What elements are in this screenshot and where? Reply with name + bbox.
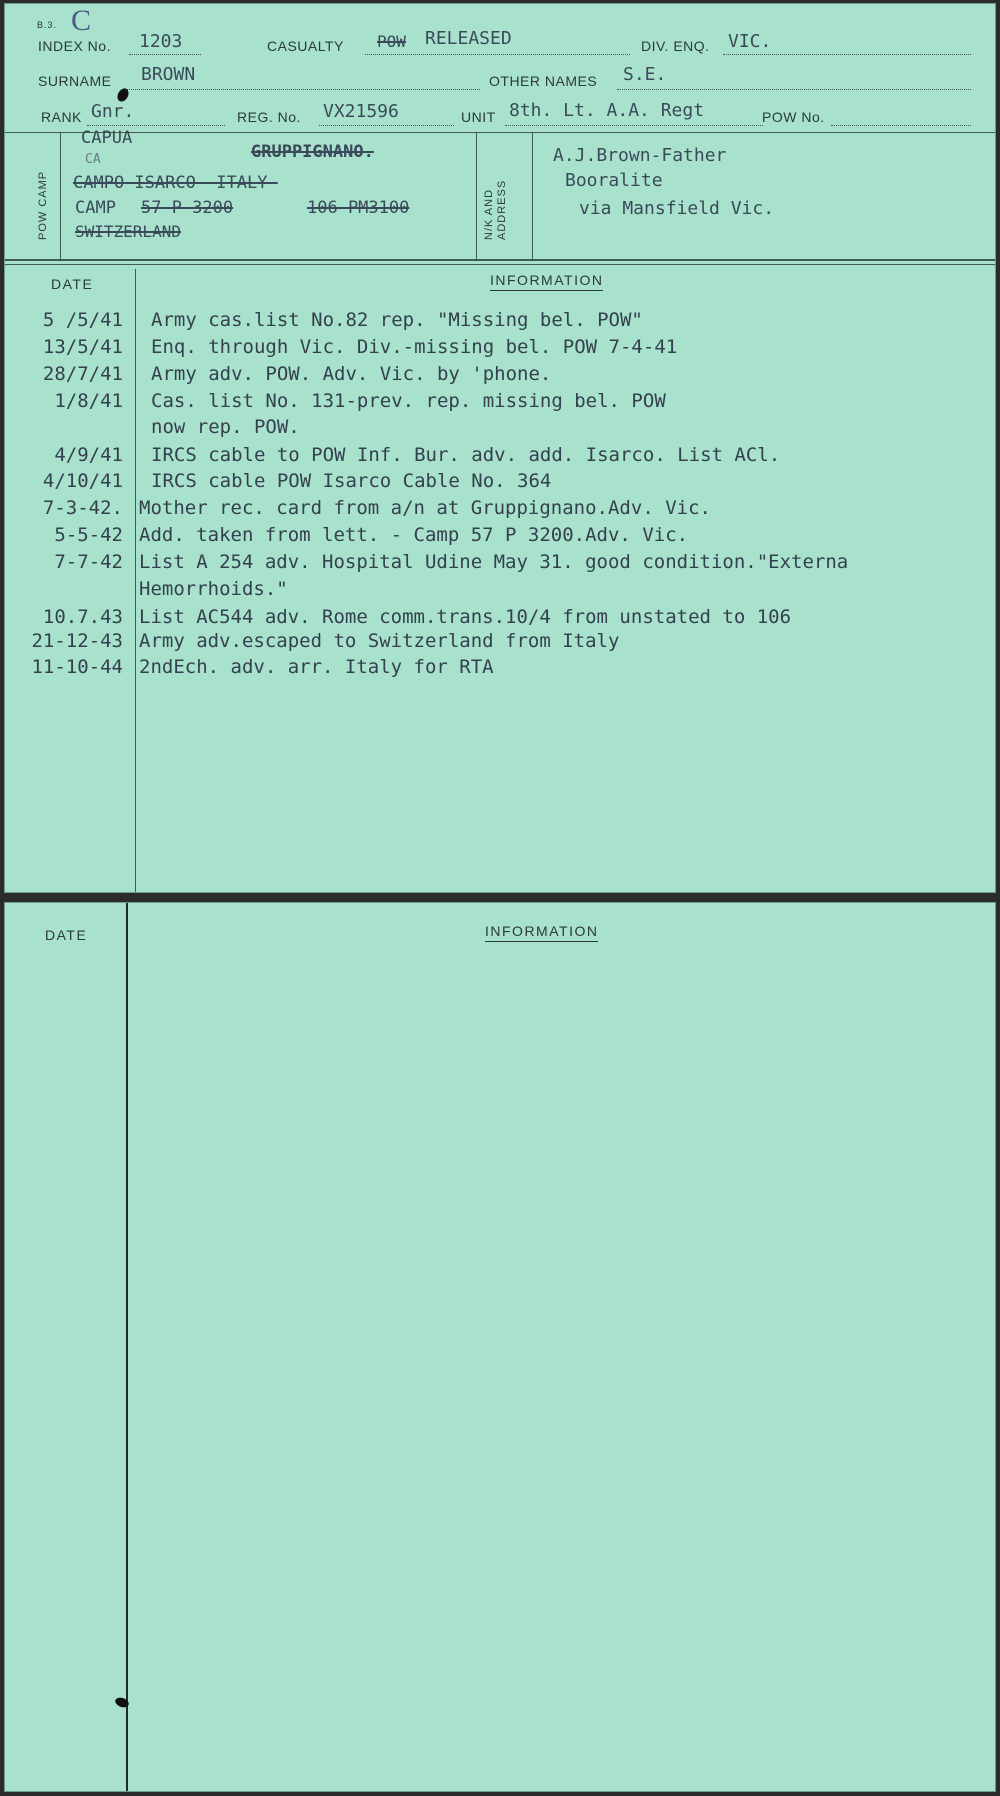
entry-date: 5 /5/41 [42, 309, 123, 331]
casualty-underline [365, 54, 630, 55]
rank-underline [87, 125, 225, 126]
entry-info: Army adv. POW. Adv. Vic. by 'phone. [151, 363, 552, 385]
surname-label: SURNAME [38, 73, 112, 89]
other-names-underline [617, 89, 971, 90]
pow-no-underline [831, 125, 971, 126]
nk-divider-right [532, 132, 533, 259]
back-date-header: DATE [45, 927, 88, 943]
entry-date: 5-5-42 [54, 524, 123, 546]
entry-date: 13/5/41 [42, 336, 123, 358]
pow-camp-divider [60, 132, 61, 259]
div-enq-value: VIC. [728, 31, 772, 52]
div-enq-label: DIV. ENQ. [641, 38, 710, 54]
entry-info: Mother rec. card from a/n at Gruppignano.Adv. Vic. [139, 497, 711, 519]
rank-label: RANK [41, 109, 82, 125]
date-column-divider [135, 269, 136, 893]
casualty-value: RELEASED [425, 28, 512, 49]
unit-value: 8th. Lt. A.A. Regt [509, 100, 705, 121]
entry-date: 7-7-42 [54, 551, 123, 573]
entry-date: 4/10/41 [42, 470, 123, 492]
entry-info: Army cas.list No.82 rep. "Missing bel. POW" [151, 309, 643, 331]
camp-line4-struck: SWITZERLAND [75, 222, 181, 241]
index-value: 1203 [139, 31, 183, 52]
casualty-struck: POW [377, 32, 406, 51]
section-rule-bottom [5, 259, 996, 261]
entry-info: Cas. list No. 131-prev. rep. missing bel. POW [151, 390, 666, 412]
nk-line3: via Mansfield Vic. [579, 198, 775, 219]
nk-divider-left [476, 132, 477, 259]
camp-line2-struck: CAMPO ISARCO -ITALY- [73, 173, 278, 193]
entry-info: List AC544 adv. Rome comm.trans.10/4 from unstated to 106 [139, 606, 792, 628]
surname-value: BROWN [141, 64, 196, 85]
back-information-header: INFORMATION [485, 923, 598, 942]
entry-info: now rep. POW. [151, 416, 300, 438]
entry-date: 4/9/41 [54, 444, 123, 466]
entry-info: List A 254 adv. Hospital Udine May 31. good condition."Externa [139, 551, 849, 573]
date-header: DATE [51, 276, 94, 292]
index-label: INDEX No. [38, 38, 111, 54]
entry-date: 7-3-42. [42, 497, 123, 519]
camp-line3-struck-b: 106 PM3100 [307, 198, 410, 218]
form-code: B.3. [37, 20, 58, 30]
form-letter: C [71, 4, 92, 37]
entry-date: 1/8/41 [54, 390, 123, 412]
entry-info: Enq. through Vic. Div.-missing bel. POW 7-4-41 [151, 336, 678, 358]
pow-no-label: POW No. [762, 109, 825, 125]
rank-value: Gnr. [91, 101, 135, 122]
entry-date: 10.7.43 [42, 606, 123, 628]
entry-date: 21-12-43 [31, 630, 123, 652]
reg-no-label: REG. No. [237, 109, 301, 125]
camp-line3-prefix: CAMP [75, 198, 116, 218]
card-front [4, 3, 996, 893]
entry-date: 11-10-44 [31, 656, 123, 678]
nk-line2: Booralite [565, 170, 663, 191]
entry-date: 28/7/41 [42, 363, 123, 385]
unit-label: UNIT [461, 109, 496, 125]
information-header: INFORMATION [490, 272, 603, 291]
index-underline [129, 54, 201, 55]
reg-no-value: VX21596 [323, 101, 399, 122]
entry-info: Army adv.escaped to Switzerland from Italy [139, 630, 620, 652]
unit-underline [505, 125, 763, 126]
entry-info: Hemorrhoids." [139, 578, 288, 600]
pow-camp-label: POW CAMP [37, 170, 49, 240]
card-back [4, 902, 996, 1792]
casualty-label: CASUALTY [267, 38, 344, 54]
nk-address-label: N/K AND ADDRESS [483, 179, 508, 240]
entry-info: 2ndEch. adv. arr. Italy for RTA [139, 656, 494, 678]
reg-no-underline [319, 125, 454, 126]
section-rule-bottom-2 [5, 264, 996, 265]
camp-line2-note: CA [85, 152, 101, 167]
camp-line1-struck: GRUPPIGNANO. [251, 142, 374, 162]
entry-info: IRCS cable POW Isarco Cable No. 364 [151, 470, 552, 492]
camp-line3-struck-a: 57 P 3200 [141, 198, 234, 218]
entry-info: IRCS cable to POW Inf. Bur. adv. add. Isarco. List ACl. [151, 444, 781, 466]
surname-underline [123, 89, 480, 90]
nk-line1: A.J.Brown-Father [553, 145, 727, 166]
back-date-column-divider [126, 903, 128, 1792]
entry-info: Add. taken from lett. - Camp 57 P 3200.Adv. Vic. [139, 524, 689, 546]
div-enq-underline [723, 54, 971, 55]
other-names-label: OTHER NAMES [489, 73, 598, 89]
camp-line1: CAPUA [81, 128, 133, 148]
other-names-value: S.E. [623, 64, 667, 85]
